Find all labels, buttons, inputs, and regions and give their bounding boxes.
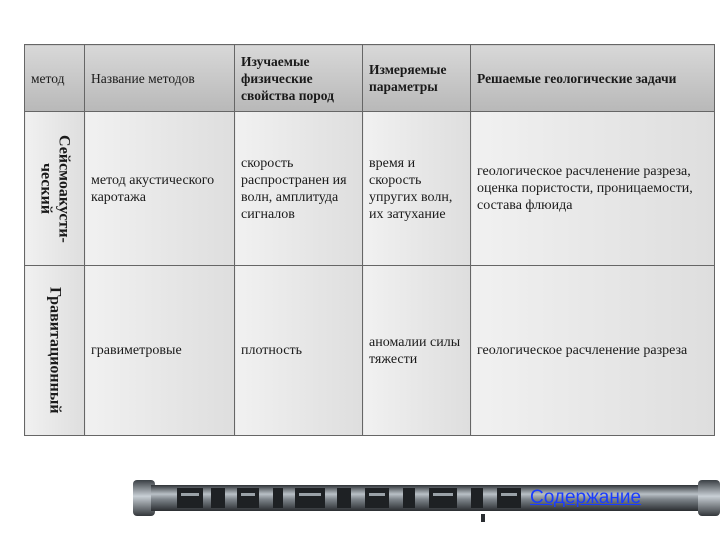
method-name-cell: гравиметровые <box>85 266 235 436</box>
parameters-cell: аномалии силы тяжести <box>363 266 471 436</box>
contents-link[interactable]: Содержание <box>530 487 642 508</box>
method-cell <box>25 112 85 266</box>
properties-cell: плотность <box>235 266 363 436</box>
header-parameters: Измеряемые параметры <box>363 45 471 112</box>
table-row <box>25 266 715 436</box>
header-tasks: Решаемые геологические задачи <box>471 45 715 112</box>
header-method: метод <box>25 45 85 112</box>
tool-end-cap-icon <box>698 480 720 516</box>
table-row <box>25 112 715 266</box>
tool-marker <box>481 514 485 522</box>
method-cell <box>25 266 85 436</box>
method-label: Гравитационный <box>46 287 64 414</box>
properties-cell: скорость распространен ия волн, амплитуда сигналов <box>235 112 363 266</box>
header-method-name: Название методов <box>85 45 235 112</box>
method-name-cell: метод акустического каротажа <box>85 112 235 266</box>
parameters-cell: время и скорость упругих волн, их затухание <box>363 112 471 266</box>
methods-table <box>24 44 715 436</box>
table-header-row <box>25 45 715 112</box>
methods-table-container <box>24 44 714 432</box>
tasks-cell: геологическое расчленение разреза <box>471 266 715 436</box>
header-properties: Изучаемые физические свойства пород <box>235 45 363 112</box>
method-label: Сейсмоакусти-ческий <box>37 134 73 243</box>
tasks-cell: геологическое расчленение разреза, оценка пористости, проницаемости, состава флюида <box>471 112 715 266</box>
